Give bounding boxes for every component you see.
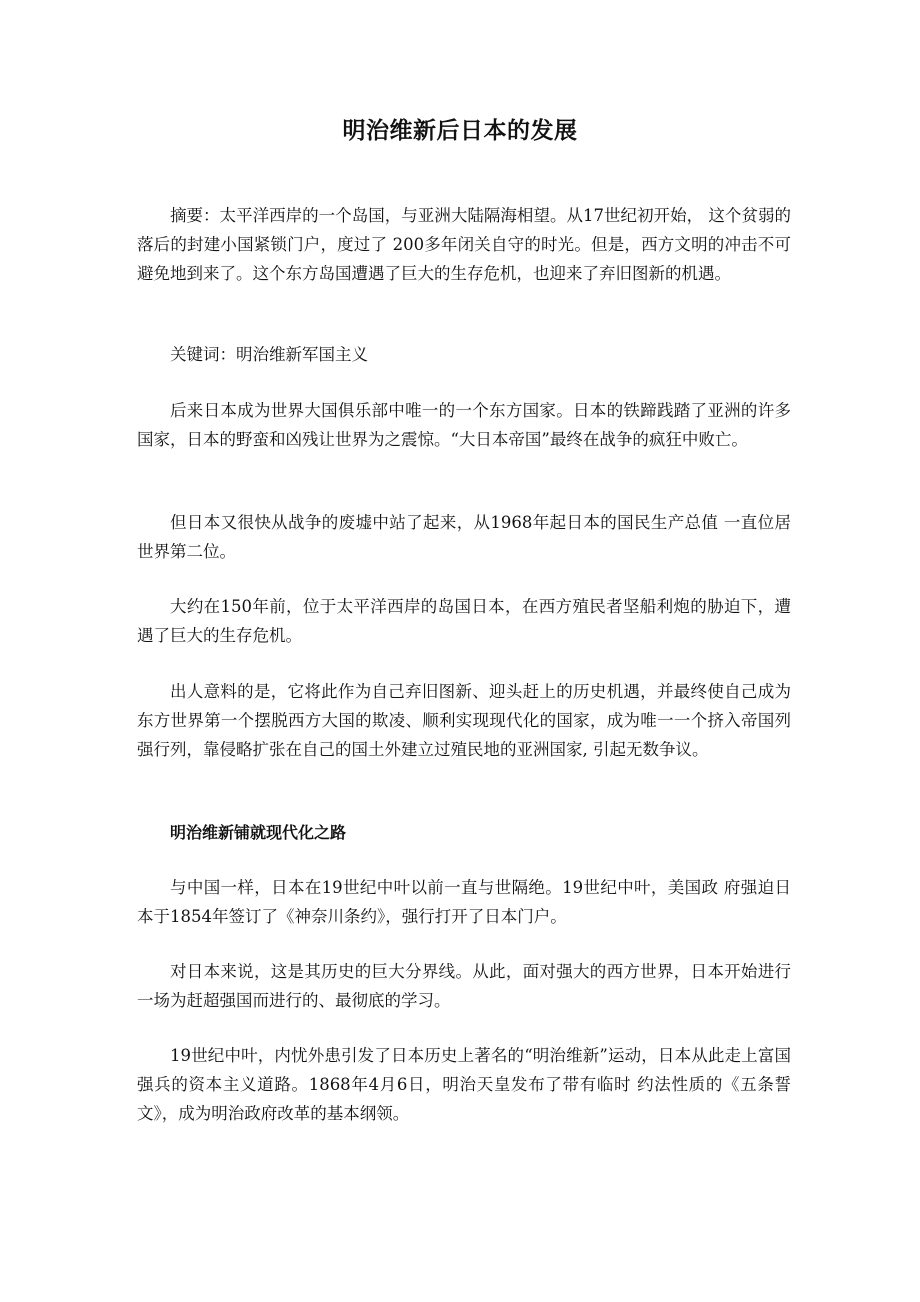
keywords-line: 关键词：明治维新军国主义 — [170, 345, 368, 364]
document-title: 明治维新后日本的发展 — [342, 118, 578, 144]
abstract-paragraph: 摘要：太平洋西岸的一个岛国，与亚洲大陆隔海相望。从17世纪初开始， 这个贫弱的落后的封建小国紧锁门户，度过了 200多年闭关自守的时光。但是，西方文明的冲击不可避免地到来了。这个东方岛国遭遇了巨大的生存危机，也迎来了弃旧图新的机遇。 — [137, 206, 791, 283]
section-paragraph-2: 对日本来说，这是其历史的巨大分界线。从此，面对强大的西方世界，日本开始进行一场为赶超强国而进行的、最彻底的学习。 — [137, 962, 791, 1010]
section-paragraph-1: 与中国一样，日本在19世纪中叶以前一直与世隔绝。19世纪中叶，美国政 府强迫日本于1854年签订了《神奈川条约》，强行打开了日本门户。 — [137, 878, 791, 926]
body-paragraph-1: 后来日本成为世界大国俱乐部中唯一的一个东方国家。日本的铁蹄践踏了亚洲的许多国家，日本的野蛮和凶残让世界为之震惊。“大日本帝国”最终在战争的疯狂中败亡。 — [137, 401, 791, 449]
body-paragraph-3: 大约在150年前，位于太平洋西岸的岛国日本，在西方殖民者坚船利炮的胁迫下，遭遇了巨大的生存危机。 — [137, 597, 791, 645]
body-paragraph-2: 但日本又很快从战争的废墟中站了起来，从1968年起日本的国民生产总值 一直位居世界第二位。 — [137, 513, 791, 561]
body-paragraph-4: 出人意料的是，它将此作为自己弃旧图新、迎头赶上的历史机遇，并最终使自己成为东方世界第一个摆脱西方大国的欺凌、顺利实现现代化的国家，成为唯一一个挤入帝国列强行列，靠侵略扩张在自己的国土外建立过殖民地的亚洲国家, 引起无数争议。 — [137, 682, 791, 759]
section-paragraph-3: 19世纪中叶，内忧外患引发了日本历史上著名的“明治维新”运动，日本从此走上富国强兵的资本主义道路。1868年4月6日，明治天皇发布了带有临时 约法性质的《五条誓文》，成为明治政府改革的基本纲领。 — [137, 1046, 791, 1123]
section-heading: 明治维新铺就现代化之路 — [170, 823, 347, 842]
